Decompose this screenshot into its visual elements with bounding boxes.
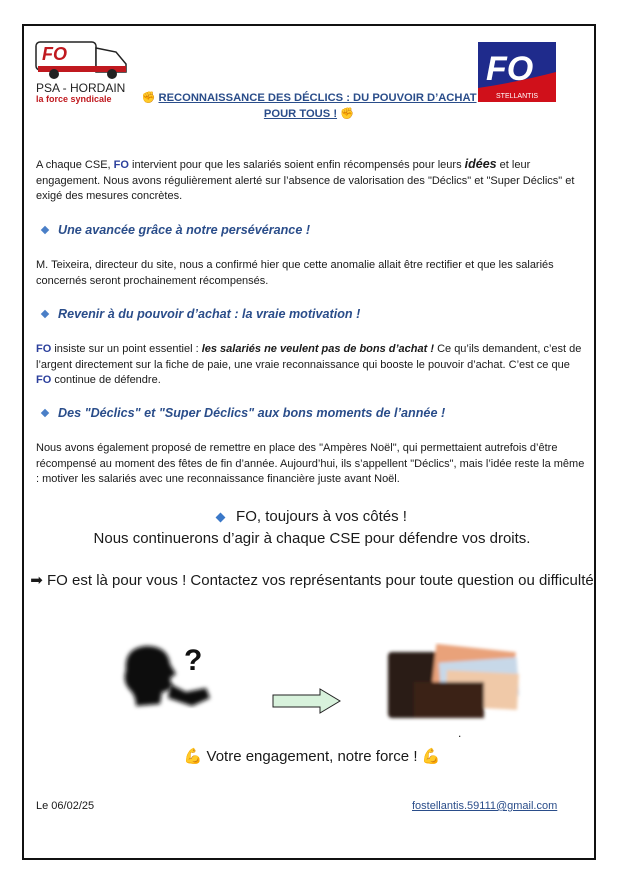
intro-paragraph [36, 157, 588, 205]
section3-heading [42, 406, 445, 420]
flexed-biceps-icon: 💪 [421, 748, 441, 765]
fo-mention: FO [36, 374, 52, 386]
logo-left-line1: PSA - HORDAIN [36, 81, 126, 95]
section2-heading-text: Revenir à du pouvoir d’achat : la vraie motivation ! [58, 307, 361, 321]
section2-paragraph [36, 342, 588, 389]
closing-line1: FO, toujours à vos côtés ! [236, 508, 407, 525]
section2-text-2: Ce qu’ils demandent, c’est de l’argent directement sur la fiche de paie, une vraie reconnaissance qui booste le pouvoir d’achat. C’est ce que [36, 343, 582, 371]
section2-text-1: insiste sur un point essentiel : [51, 343, 202, 355]
section3-heading-text: Des "Déclics" et "Super Déclics" aux bons moments de l’année ! [58, 406, 446, 420]
flexed-biceps-icon: 💪 [183, 748, 203, 765]
contact-text: FO est là pour vous ! Contactez vos représentants pour toute question ou difficulté [47, 572, 594, 589]
thinking-head-illustration [106, 640, 216, 714]
section1-heading [42, 223, 310, 237]
question-mark-icon: ? [184, 644, 203, 677]
page-title [124, 90, 494, 122]
fo-mention: FO [113, 159, 129, 171]
wallet-money-illustration [384, 642, 524, 722]
idees-emphasis: idées [464, 157, 497, 171]
logo-right-sub: STELLANTIS [496, 93, 539, 100]
diamond-bullet-icon [41, 226, 49, 234]
intro-text-1: A chaque CSE, [36, 159, 114, 171]
intro-text-3: et leur engagement. Nous avons régulièrement alerté sur l’absence de valorisation des "Déclics" et "Super Déclics" et exigé des mesures concrètes. [36, 159, 575, 202]
closing-block [36, 506, 588, 550]
section3-paragraph: Nous avons également proposé de remettre en place des "Ampères Noël", qui permettaient autrefois d’être récompensé au moment des fêtes de fin d’année. Aujourd’hui, ils s’appellent "Déclics", mais l’idée reste la même : motiver les salariés avec une reconnaissance financière juste avant Noël. [36, 442, 585, 485]
closing-line2: Nous continuerons d’agir à chaque CSE pour défendre vos droits. [93, 530, 531, 547]
arrow-right-icon [272, 688, 342, 714]
logo-right-brand: FO [486, 50, 534, 88]
slogan [36, 746, 588, 768]
fist-icon: ✊ [340, 108, 355, 120]
contact-block [30, 570, 594, 592]
section1-heading-text: Une avancée grâce à notre persévérance ! [58, 223, 311, 237]
diamond-bullet-icon [216, 512, 226, 522]
logo-left-brand: FO [42, 44, 67, 64]
diamond-bullet-icon [41, 310, 49, 318]
slogan-text: Votre engagement, notre force ! [206, 748, 418, 765]
footer-date: Le 06/02/25 [36, 800, 95, 812]
intro-text-2: intervient pour que les salariés soient enfin récompensés pour leurs [128, 159, 465, 171]
section2-text-3: continue de défendre. [51, 374, 161, 386]
title-line1: RECONNAISSANCE DES DÉCLICS : DU POUVOIR D’ACHAT [158, 92, 477, 104]
diamond-bullet-icon [41, 409, 49, 417]
fo-mention: FO [36, 343, 52, 355]
title-line2: POUR TOUS ! [263, 108, 338, 120]
section1-paragraph: M. Teixeira, directeur du site, nous a confirmé hier que cette anomalie allait être rectifier et que les salariés concernés seront prochainement récompensés. [36, 259, 554, 287]
section2-emphasis: les salariés ne veulent pas de bons d’achat ! [201, 343, 435, 355]
stray-dot: . [458, 726, 462, 740]
logo-left-tagline: la force syndicale [36, 94, 112, 104]
section2-heading [42, 307, 360, 321]
fo-psa-hordain-logo [34, 38, 130, 104]
fist-icon: ✊ [141, 92, 156, 104]
footer-email-link[interactable]: fostellantis.59111@gmail.com [412, 800, 558, 812]
right-arrow-icon: ➡ [30, 572, 43, 589]
